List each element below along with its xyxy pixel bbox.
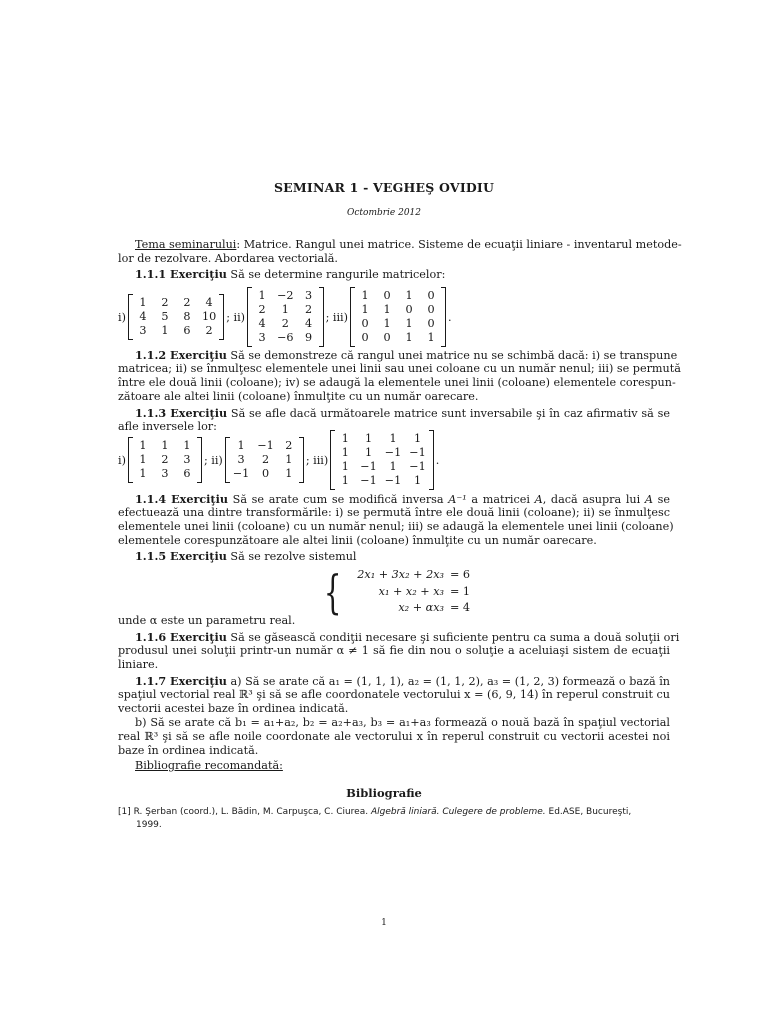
ex1-matrices xyxy=(118,287,670,347)
ex1-label-ii: ; ii) xyxy=(226,310,246,324)
ex2-text-1: Să se demonstreze că rangul unei matrice nu se schimbă dacă: i) se transpune xyxy=(226,349,678,362)
ex4-inverse: A⁻¹ xyxy=(448,493,467,506)
matrix-row xyxy=(229,439,300,453)
ex1-label-iii: ; iii) xyxy=(325,310,348,324)
page-number: 1 xyxy=(381,918,387,928)
bibliography-recommended-label: Bibliografie recomandată: xyxy=(135,759,283,772)
ex7-line-1 xyxy=(118,674,670,689)
ex4-text-f: se xyxy=(652,493,671,506)
ex7-line-2: spaţiul vectorial real ℝ³ şi să se afle coordonatele vectorului x = (6, 9, 14) în reperul construit cu xyxy=(118,688,670,701)
matrix-cell: 2 xyxy=(285,439,293,452)
matrix-cell: 4 xyxy=(205,296,213,309)
matrix-cell: 3 xyxy=(139,324,147,337)
ex6-line-1 xyxy=(118,630,680,645)
matrix-row xyxy=(132,467,198,481)
matrix-cell: 0 xyxy=(427,317,435,330)
matrix-cell: 10 xyxy=(201,310,217,323)
matrix-cell: 1 xyxy=(427,331,435,344)
ex3-text-1: Să se afle dacă următoarele matrice sunt inversabile şi în caz afirmativ să se xyxy=(227,407,670,420)
matrix-row xyxy=(334,474,430,488)
ex4-line-3: elementele unei linii (coloane) cu un număr nenul; iii) se adaugă la elementele unei linii (coloane) xyxy=(118,520,674,533)
matrix-cell: 1 xyxy=(341,474,349,487)
matrix-cell: 0 xyxy=(383,289,391,302)
matrix-cell: 2 xyxy=(161,453,169,466)
matrix-cell: 1 xyxy=(364,446,373,459)
matrix-row xyxy=(132,324,220,338)
ref-publisher: Ed.ASE, Bucureşti, xyxy=(545,807,632,817)
ex5-equations xyxy=(353,566,474,618)
ex3-line-1 xyxy=(118,406,670,421)
ex1-matrix-2 xyxy=(247,287,324,347)
ex5-after: unde α este un parametru real. xyxy=(118,614,296,627)
ex4-matrix-a: A xyxy=(534,493,543,506)
ex4-heading: 1.1.4 Exerciţiu xyxy=(135,492,228,506)
matrix-cell: 6 xyxy=(183,324,191,337)
matrix-cell: 4 xyxy=(139,310,147,323)
ex3-matrix-3 xyxy=(330,430,434,490)
matrix-row xyxy=(354,289,442,303)
matrix-row xyxy=(132,296,220,310)
eq2-rhs: = 1 xyxy=(450,584,471,598)
ex1-matrix-3 xyxy=(350,287,446,347)
bibliography-heading: Bibliografie xyxy=(346,786,422,800)
matrix-cell: 0 xyxy=(361,317,369,330)
matrix-cell: −1 xyxy=(384,474,402,487)
matrix-cell: 1 xyxy=(285,453,293,466)
matrix-row xyxy=(354,303,442,317)
matrix-cell: 1 xyxy=(405,317,413,330)
brace-symbol: { xyxy=(323,564,342,619)
matrix-cell: 9 xyxy=(305,331,313,344)
intro-text-1: : Matrice. Rangul unei matrice. Sisteme de ecuaţii liniare - inventarul metode- xyxy=(236,238,682,251)
bibliography-entry xyxy=(118,806,670,831)
ex1-period: . xyxy=(448,310,452,324)
ex4-text-d: , dacă asupra lui xyxy=(542,493,645,506)
ex1-heading: 1.1.1 Exerciţiu xyxy=(135,267,227,281)
ex7-line-3: vectorii acestei baze în ordinea indicată. xyxy=(118,702,349,715)
matrix-row xyxy=(132,439,198,453)
ex4-text-a: Să se arate cum se modifică inversa xyxy=(227,493,449,506)
ex3-label-ii: ; ii) xyxy=(203,453,223,467)
ex7-heading: 1.1.7 Exerciţiu xyxy=(135,674,227,688)
matrix-cell: 1 xyxy=(341,446,349,459)
ex4-line-2: efectuează una dintre transformările: i) se permută între ele două linii (coloane); ii) se înmulţesc xyxy=(118,506,670,519)
ref-authors: R. Şerban (coord.), L. Bădin, M. Carpuşca, C. Ciurea. xyxy=(133,807,371,817)
matrix-cell: 1 xyxy=(405,331,413,344)
matrix-cell: 1 xyxy=(364,432,373,445)
ex3-label-i: i) xyxy=(118,453,126,467)
matrix-cell: 3 xyxy=(305,289,313,302)
matrix-cell: 2 xyxy=(262,453,270,466)
matrix-cell: 1 xyxy=(139,453,147,466)
ex1-text: Să se determine rangurile matricelor: xyxy=(226,268,446,281)
matrix-cell: 2 xyxy=(161,296,169,309)
matrix-cell: −1 xyxy=(360,460,377,473)
matrix-cell: 1 xyxy=(139,467,147,480)
matrix-cell: 2 xyxy=(305,303,313,316)
ex6-line-3: liniare. xyxy=(118,658,159,671)
ex7-line-6: baze în ordinea indicată. xyxy=(118,744,259,757)
ex3-label-iii: ; iii) xyxy=(305,453,329,467)
matrix-row xyxy=(334,446,430,460)
ex5-system xyxy=(318,566,474,618)
ex6-heading: 1.1.6 Exerciţiu xyxy=(135,630,227,644)
matrix-row xyxy=(334,432,430,446)
bibliography-recommended xyxy=(118,759,670,773)
matrix-cell: 4 xyxy=(305,317,313,330)
matrix-row xyxy=(132,310,220,324)
intro-line-1 xyxy=(118,238,682,252)
matrix-cell: 1 xyxy=(139,296,147,309)
matrix-cell: 6 xyxy=(183,467,191,480)
equation-row xyxy=(355,568,472,583)
ex3-matrix-2 xyxy=(225,437,304,483)
ex4-line-4: elementele corespunzătoare ale altei linii (coloane) înmulţite cu un număr oarecare. xyxy=(118,534,597,547)
ex4-text-b: a matricei xyxy=(466,493,535,506)
matrix-cell: 1 xyxy=(139,439,147,452)
matrix-row xyxy=(229,453,300,467)
matrix-cell: 0 xyxy=(427,303,435,316)
matrix-cell: 3 xyxy=(161,467,169,480)
ex2-heading: 1.1.2 Exerciţiu xyxy=(135,348,227,362)
ex7-line-5: real ℝ³ şi să se afle noile coordonate ale vectorului x în reperul construit cu vectorii acestei noi xyxy=(118,730,670,743)
matrix-cell: −1 xyxy=(409,460,426,473)
matrix-cell: 1 xyxy=(383,303,391,316)
matrix-row xyxy=(251,331,320,345)
matrix-cell: 1 xyxy=(281,303,289,316)
matrix-cell: 1 xyxy=(237,439,245,452)
matrix-row xyxy=(229,467,300,481)
intro-line-2: lor de rezolvare. Abordarea vectorială. xyxy=(118,252,338,265)
matrix-row xyxy=(251,317,320,331)
matrix-cell: 1 xyxy=(341,460,349,473)
matrix-cell: 4 xyxy=(258,317,266,330)
ex3-period: . xyxy=(435,453,440,467)
ex4-line-1 xyxy=(118,492,670,507)
matrix-row xyxy=(354,331,442,345)
ex2-line-3: între ele două linii (coloane); iv) se adaugă la elementele unei linii (coloane) elementele corespun- xyxy=(118,376,676,389)
matrix-cell: 1 xyxy=(183,439,191,452)
matrix-cell: 0 xyxy=(361,331,369,344)
matrix-cell: 1 xyxy=(361,303,369,316)
matrix-cell: 8 xyxy=(183,310,191,323)
matrix-cell: −1 xyxy=(384,446,402,459)
matrix-row xyxy=(251,289,320,303)
matrix-cell: 0 xyxy=(405,303,413,316)
matrix-cell: 3 xyxy=(183,453,191,466)
matrix-cell: 1 xyxy=(383,317,391,330)
matrix-row xyxy=(132,453,198,467)
ex1-label-i: i) xyxy=(118,310,126,324)
ex5-text: Să se rezolve sistemul xyxy=(226,550,357,563)
matrix-cell: −1 xyxy=(409,446,426,459)
eq2-lhs: x₁ + x₂ + x₃ xyxy=(378,584,444,598)
matrix-cell: −1 xyxy=(232,467,250,480)
matrix-cell: −1 xyxy=(360,474,377,487)
ex1-statement xyxy=(118,267,670,282)
matrix-cell: 5 xyxy=(161,310,169,323)
ex3-heading: 1.1.3 Exerciţiu xyxy=(135,406,228,420)
matrix-cell: 1 xyxy=(341,432,349,445)
ex3-matrix-1 xyxy=(128,437,202,483)
matrix-cell: 1 xyxy=(389,460,397,473)
matrix-cell: 1 xyxy=(405,289,413,302)
matrix-cell: 2 xyxy=(205,324,213,337)
matrix-cell: 1 xyxy=(258,289,266,302)
matrix-cell: 0 xyxy=(262,467,270,480)
ex3-line-2: afle inversele lor: xyxy=(118,420,217,433)
ex4-matrix-a2: A xyxy=(644,493,653,506)
ex5-heading: 1.1.5 Exerciţiu xyxy=(135,549,227,563)
matrix-cell: 1 xyxy=(161,439,169,452)
ref-year: 1999. xyxy=(136,819,162,830)
matrix-cell: 1 xyxy=(161,324,169,337)
matrix-cell: −1 xyxy=(257,439,274,452)
ex2-line-1 xyxy=(118,348,678,363)
matrix-cell: 2 xyxy=(183,296,191,309)
page-title: SEMINAR 1 - VEGHEŞ OVIDIU xyxy=(273,180,495,195)
ex3-matrices xyxy=(118,430,670,490)
ex2-line-4: zătoare ale altei linii (coloane) înmulţite cu un număr oarecare. xyxy=(118,390,479,403)
eq3-lhs: x₂ + αx₃ xyxy=(398,601,444,614)
matrix-cell: −6 xyxy=(277,331,294,344)
matrix-cell: 2 xyxy=(258,303,266,316)
ex5-statement xyxy=(118,549,670,564)
matrix-row xyxy=(334,460,430,474)
ex7-text-1: a) Să se arate că a₁ = (1, 1, 1), a₂ = (1, 1, 2), a₃ = (1, 2, 3) formează o bază în xyxy=(226,675,670,688)
eq3-rhs: = 4 xyxy=(450,601,471,614)
matrix-cell: 3 xyxy=(237,453,245,466)
matrix-cell: −2 xyxy=(277,289,294,302)
matrix-cell: 3 xyxy=(258,331,266,344)
matrix-row xyxy=(354,317,442,331)
eq1-rhs: = 6 xyxy=(450,568,471,581)
intro-label: Tema seminarului xyxy=(135,238,237,251)
ex6-text-1: Să se găsească condiţii necesare şi suficiente pentru ca suma a două soluţii ori xyxy=(226,631,680,644)
matrix-cell: 1 xyxy=(361,289,369,302)
ref-title: Algebră liniară. Culegere de probleme. xyxy=(370,807,546,817)
eq1-lhs: 2x₁ + 3x₂ + 2x₃ xyxy=(357,568,444,581)
matrix-cell: 2 xyxy=(281,317,289,330)
matrix-cell: 1 xyxy=(389,432,397,445)
ex7-line-4: b) Să se arate că b₁ = a₁+a₂, b₂ = a₂+a₃, b₃ = a₁+a₃ formează o nouă bază în spaţiul vectorial xyxy=(135,716,670,729)
ex2-line-2: matricea; ii) se înmulţesc elementele unei linii sau unei coloane cu un număr nenul; iii) se permută xyxy=(118,362,681,375)
matrix-cell: 1 xyxy=(413,474,422,487)
ex6-line-2: produsul unei soluţii printr-un număr α ≠ 1 să fie din nou o soluţie a aceluiaşi sistem de ecuaţii xyxy=(118,644,670,657)
matrix-cell: 1 xyxy=(285,467,293,480)
ref-number: [1] xyxy=(118,807,131,817)
page-date: Octombrie 2012 xyxy=(346,208,422,218)
matrix-cell: 0 xyxy=(383,331,391,344)
matrix-cell: 1 xyxy=(413,432,422,445)
ex1-matrix-1 xyxy=(128,294,224,340)
matrix-row xyxy=(251,303,320,317)
equation-row xyxy=(355,585,472,600)
matrix-cell: 0 xyxy=(427,289,435,302)
